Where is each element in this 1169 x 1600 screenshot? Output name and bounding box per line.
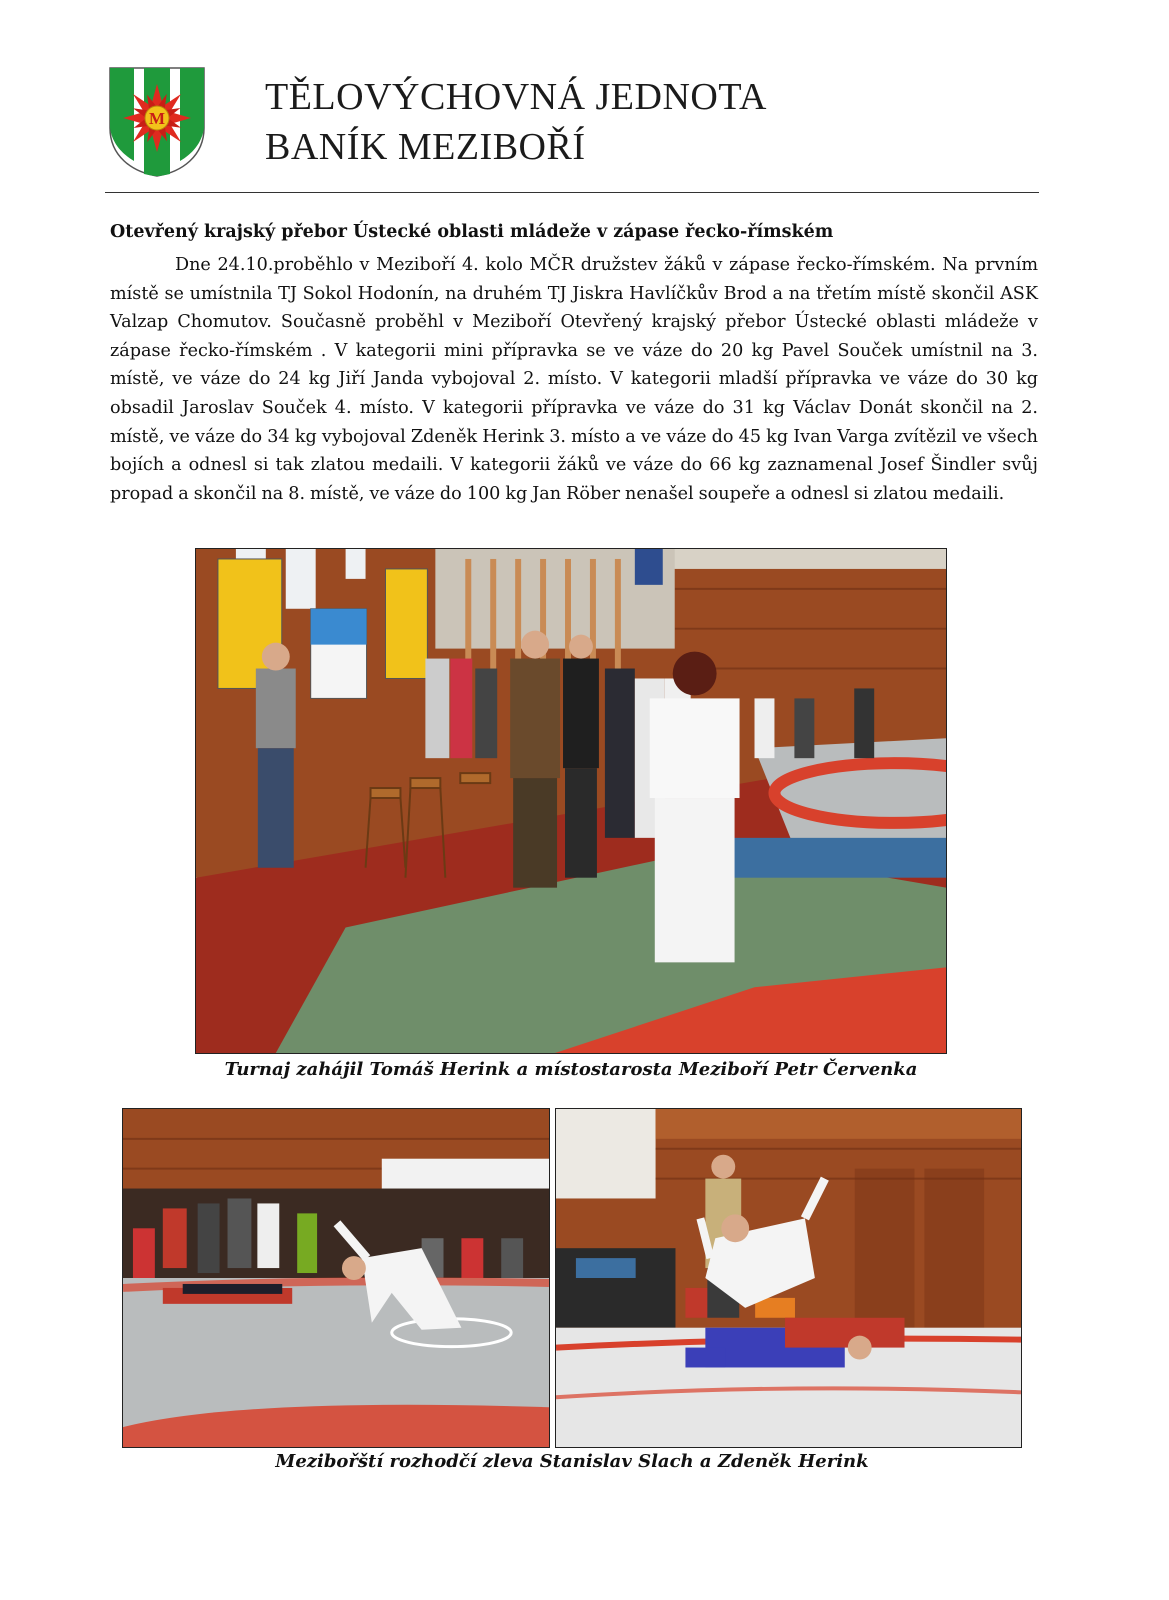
article-body: Dne 24.10.proběhlo v Meziboří 4. kolo MČR družstev žáků v zápase řecko-římském. Na prvním místě se umístnila TJ Sokol Hodonín, na druhém TJ Jiskra Havlíčkův Brod a na třetím místě skončil ASK Valzap Chomutov. Současně proběhl v Meziboří Otevřený krajský přebor Ústecké oblasti mládeže v zápase řecko-římském . V kategorii mini přípravka se ve váze do 20 kg Pavel Souček umístnil na 3. místě, ve váze do 24 kg Jiří Janda vybojoval 2. místo. V kategorii mladší přípravka ve váze do 30 kg obsadil Jaroslav Souček 4. místo. V kategorii přípravka ve váze do 31 kg Václav Donát skončil na 2. místě, ve váze do 34 kg vybojoval Zdeněk Herink 3. místo a ve váze do 45 kg Ivan Varga zvítězil ve všech bojích a odnesl si tak zlatou medaili. V kategorii žáků ve váze do 66 kg zaznamenal Josef Šindler svůj propad a skončil na 8. místě, ve váze do 100 kg Jan Röber nenašel soupeře a odnesl si zlatou medaili. — [110, 255, 1038, 504]
organization-title-line-1: TĚLOVÝCHOVNÁ JEDNOTA — [265, 76, 767, 118]
municipal-crest-icon — [108, 66, 206, 178]
article-title: Otevřený krajský přebor Ústecké oblasti mládeže v zápase řecko-římském — [110, 222, 834, 242]
organization-title — [265, 72, 767, 172]
organization-title-line-2: BANÍK MEZIBOŘÍ — [265, 126, 586, 168]
header-divider — [105, 192, 1039, 193]
main-photo-caption: Turnaj zahájil Tomáš Herink a místostarosta Meziboří Petr Červenka — [224, 1059, 918, 1080]
bottom-photos-caption: Mezibořští rozhodčí zleva Stanislav Slach a Zdeněk Herink — [275, 1451, 869, 1472]
crest-letter: M — [148, 109, 166, 128]
opening-ceremony-photo — [195, 548, 947, 1054]
referee-slach-photo — [122, 1108, 550, 1448]
referee-herink-photo — [555, 1108, 1022, 1448]
